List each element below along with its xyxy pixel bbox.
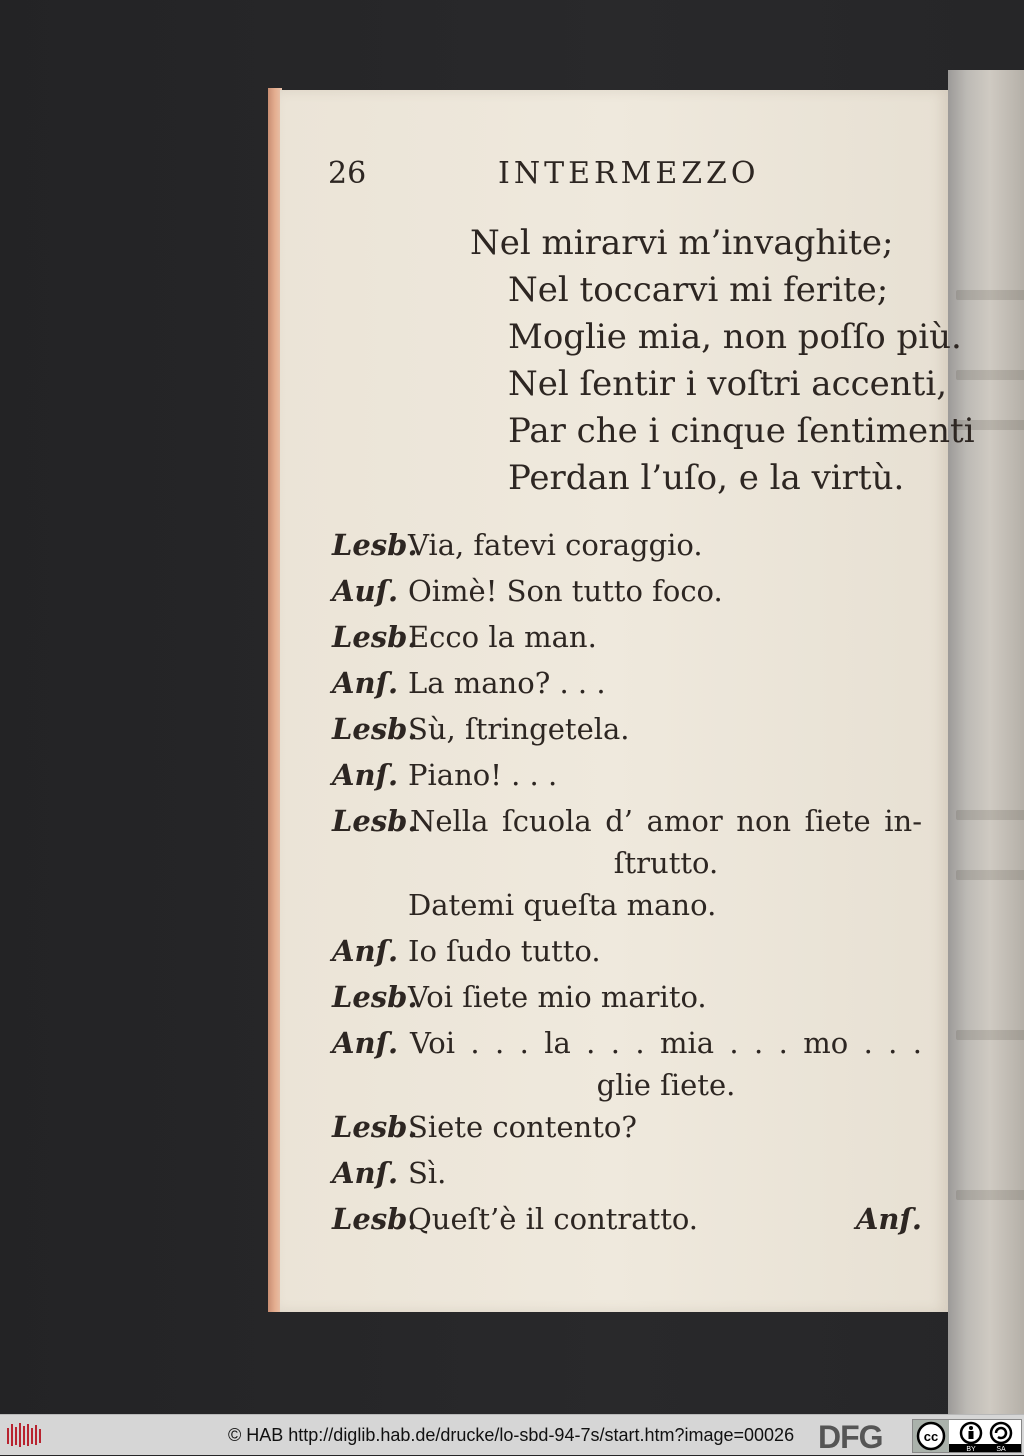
verse-block (470, 220, 975, 502)
speech-text: Sì. (408, 1156, 447, 1190)
svg-text:SA: SA (996, 1446, 1006, 1453)
page-number: 26 (328, 156, 367, 191)
speaker-name: Lesb. (332, 528, 418, 562)
speaker-name: Lesb. (332, 620, 418, 654)
speech-text: Queſt’è il contratto. (408, 1202, 699, 1236)
running-head: INTERMEZZO (498, 156, 760, 191)
verse-line: Nel mirarvi m’invaghite; (470, 223, 894, 263)
viewer-footer (0, 1414, 1024, 1455)
speaker-name: Anſ. (332, 934, 399, 968)
dialogue-line (332, 798, 922, 882)
verse-line: Par che i cinque ſentimenti (508, 411, 975, 451)
speech-text: Oimè! Son tutto foco. (408, 574, 723, 608)
dialogue-line (332, 882, 922, 928)
hab-logo-icon[interactable] (6, 1422, 42, 1448)
catchword: Anſ. (855, 1202, 922, 1236)
speaker-name: Lesb. (332, 1110, 418, 1144)
speech-text: Via, fatevi coraggio. (408, 528, 703, 562)
speech-continuation: ſtrutto. (613, 846, 719, 880)
speaker-name: Auſ. (332, 574, 399, 608)
dialogue-line (332, 928, 922, 974)
speaker-name: Anſ. (332, 758, 399, 792)
speech-text: La mano? . . . (408, 666, 606, 700)
dialogue-block (332, 522, 922, 1242)
speech-text: Voi ſiete mio marito. (408, 980, 707, 1014)
copyright-link[interactable]: © HAB http://diglib.hab.de/drucke/lo-sbd-94-7s/start.htm?image=00026 (228, 1425, 795, 1445)
dialogue-line (332, 568, 922, 614)
dialogue-line (332, 1104, 922, 1150)
dialogue-line (332, 706, 922, 752)
dialogue-line (332, 974, 922, 1020)
speech-continuation: glie ſiete. (596, 1068, 736, 1102)
speaker-name: Lesb. (332, 1202, 418, 1236)
speaker-name: Anſ. (332, 1156, 399, 1190)
dialogue-line (332, 614, 922, 660)
verse-line: Moglie mia, non poſſo più. (508, 317, 962, 357)
speech-text: Piano! . . . (408, 758, 558, 792)
dfg-logo[interactable]: DFG (818, 1419, 883, 1455)
dialogue-line (332, 1150, 922, 1196)
speaker-name: Lesb. (332, 804, 418, 838)
dialogue-line (332, 1196, 922, 1242)
speech-text: Sù, ſtringetela. (408, 712, 630, 746)
adjacent-page-strip (948, 70, 1024, 1414)
speech-text: Io ſudo tutto. (408, 934, 601, 968)
verse-line: Nel toccarvi mi ferite; (508, 270, 889, 310)
speaker-name: Lesb. (332, 712, 418, 746)
speech-text: Nella ſcuola d’ amor non ſiete in- (410, 804, 922, 838)
speech-text: Siete contento? (408, 1110, 637, 1144)
speaker-name: Lesb. (332, 980, 418, 1014)
speaker-name: Anſ. (332, 666, 399, 700)
dialogue-line (332, 752, 922, 798)
book-page (280, 90, 975, 1312)
verse-line: Nel ſentir i voſtri accenti, (508, 364, 948, 404)
speech-text: Voi . . . la . . . mia . . . mo . . . (410, 1026, 922, 1060)
svg-text:BY: BY (966, 1446, 976, 1453)
cc-by-sa-icon[interactable] (912, 1419, 1022, 1453)
svg-text:cc: cc (923, 1429, 939, 1444)
speech-text: Ecco la man. (408, 620, 597, 654)
speech-text: Datemi queſta mano. (408, 888, 717, 922)
dialogue-line (332, 522, 922, 568)
dialogue-line (332, 660, 922, 706)
dialogue-line (332, 1020, 922, 1104)
verse-line: Perdan l’uſo, e la virtù. (508, 458, 905, 498)
speaker-name: Anſ. (332, 1026, 399, 1060)
